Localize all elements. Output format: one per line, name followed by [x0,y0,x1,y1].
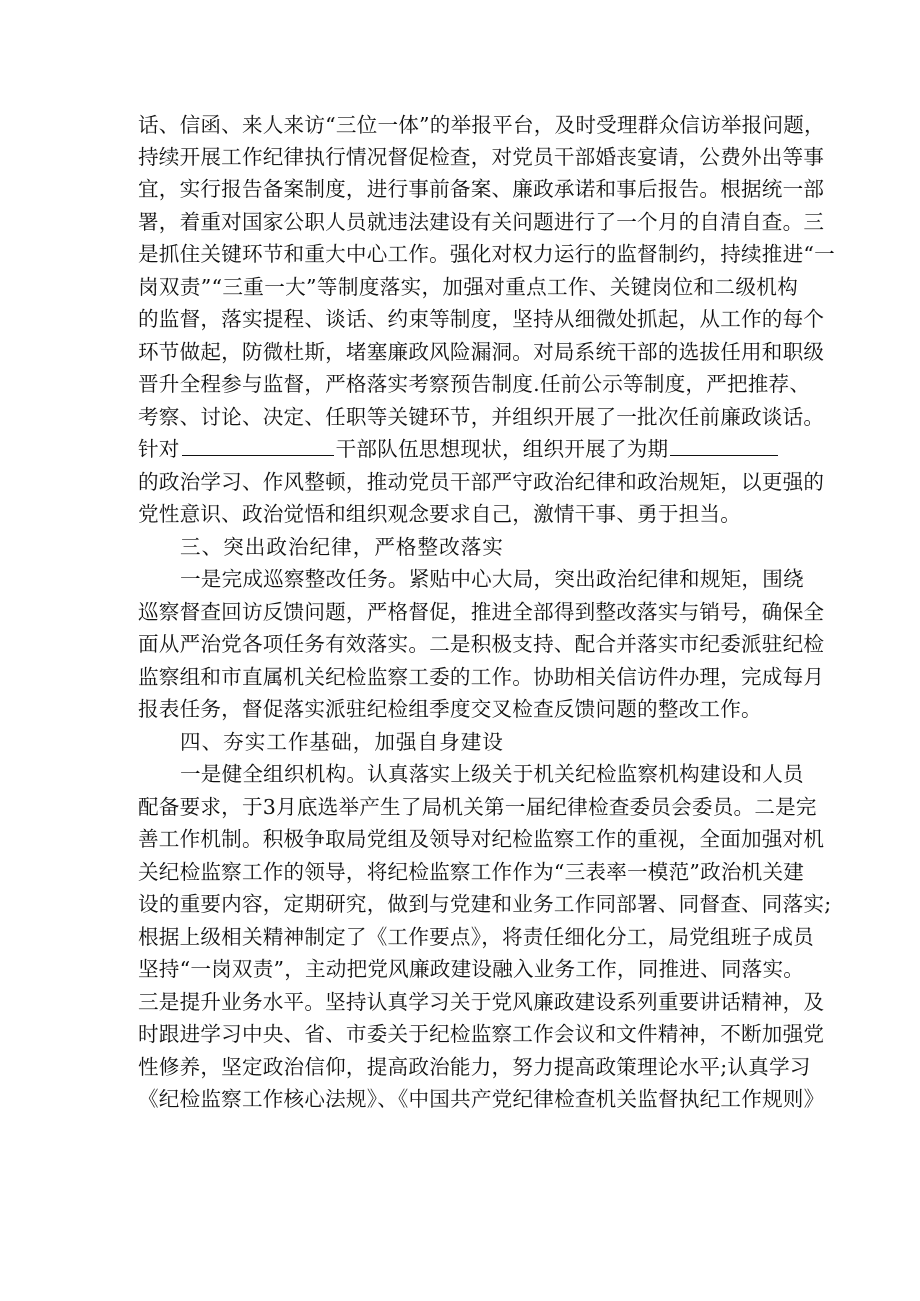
text-line: 面从严治党各项任务有效落实。二是积极支持、配合并落实市纪委派驻纪检 [138,632,825,656]
text-line: 巡察督查回访反馈问题，严格督促，推进全部得到整改落实与销号，确保全 [138,600,825,624]
text-line: 监察组和市直属机关纪检监察工委的工作。协助相关信访件办理，完成每月 [138,665,825,689]
text-line: 考察、讨论、决定、任职等关键环节，并组织开展了一批次任前廉政谈话。 [138,405,825,429]
text-line: 设的重要内容，定期研究，做到与党建和业务工作同部署、同督查、同落实; [138,892,832,916]
text-line: 一是完成巡察整改任务。紧贴中心大局，突出政治纪律和规矩，围绕 [180,567,804,591]
blank-field [182,435,334,456]
text-line: 晋升全程参与监督，严格落实考察预告制度.任前公示等制度，严把推荐、 [138,372,811,396]
text-line: 持续开展工作纪律执行情况督促检查，对党员干部婚丧宴请，公费外出等事 [138,145,825,169]
text-line: 的政治学习、作风整顿，推动党员干部严守政治纪律和政治规矩，以更强的 [138,470,825,494]
text-line: 关纪检监察工作的领导，将纪检监察工作作为“三表率一模范”政治机关建 [138,860,805,884]
text-line: 《纪检监察工作核心法规》、《中国共产党纪律检查机关监督执纪工作规则》 [138,1087,825,1111]
text-line: 环节做起，防微杜斯，堵塞廉政风险漏洞。对局系统干部的选拔任用和职级 [138,340,825,364]
text-line: 宜，实行报告备案制度，进行事前备案、廉政承诺和事后报告。根据统一部 [138,177,825,201]
text-line: 时跟进学习中央、省、市委关于纪检监察工作会议和文件精神，不断加强党 [138,1022,825,1046]
text-line: 根据上级相关精神制定了《工作要点》，将责任细化分工，局党组班子成员 [138,925,814,949]
text-line: 善工作机制。积极争取局党组及领导对纪检监察工作的重视，全面加强对机 [138,827,825,851]
text-line: 配备要求，于3月底选举产生了局机关第一届纪律检查委员会委员。二是完 [138,795,817,819]
text-line: 话、信函、来人来访“三位一体”的举报平台，及时受理群众信访举报问题， [138,113,825,137]
text-line: 一是健全组织机构。认真落实上级关于机关纪检监察机构建设和人员 [180,762,804,786]
text-line: 署，着重对国家公职人员就违法建设有关问题进行了一个月的自清自查。三 [138,210,825,234]
text-line: 报表任务，督促落实派驻纪检组季度交叉检查反馈问题的整改工作。 [138,697,762,721]
blank-field [670,435,778,456]
text-line: 性修养，坚定政治信仰，提高政治能力，努力提高政策理论水平;认真学习 [138,1055,811,1079]
text-line: 坚持“一岗双责”，主动把党风廉政建设融入业务工作，同推进、同落实。 [138,957,805,981]
text-line: 岗双责”“三重一大”等制度落实，加强对重点工作、关键岗位和二级机构 [138,275,798,299]
text-line: 党性意识、政治觉悟和组织观念要求自己，激情干事、勇于担当。 [138,502,742,526]
text-line: 三是提升业务水平。坚持认真学习关于党风廉政建设系列重要讲话精神，及 [138,990,825,1014]
fill-in-line [138,433,798,465]
text-line: 的监督，落实提程、谈话、约束等制度，坚持从细微处抓起，从工作的每个 [138,307,825,331]
text-line: 是抓住关键环节和重大中心工作。强化对权力运行的监督制约，持续推进“一 [138,242,835,266]
fill-in-middle: 干部队伍思想现状，组织开展了为期 [335,437,669,461]
fill-in-prefix: 针对 [138,437,180,461]
section-heading: 四、夯实工作基础，加强自身建设 [180,730,504,754]
section-heading: 三、突出政治纪律，严格整改落实 [180,535,504,559]
